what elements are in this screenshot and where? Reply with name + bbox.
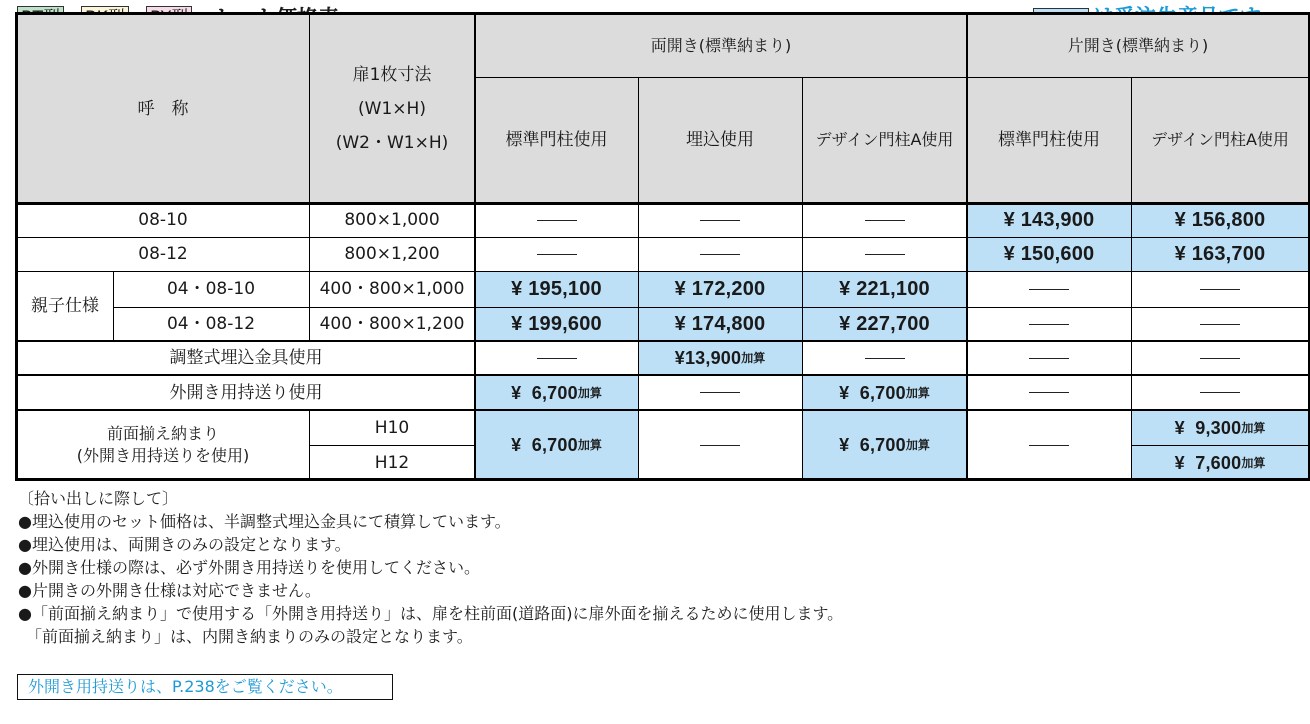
row-04-08-10-d2: ¥ 172,200 bbox=[638, 271, 802, 307]
row-04-08-10-name: 04・08-10 bbox=[166, 279, 256, 299]
dash-icon bbox=[537, 358, 577, 359]
row-front-flush-s2-h12 bbox=[1131, 445, 1309, 480]
divider bbox=[1131, 77, 1132, 480]
divider bbox=[474, 14, 476, 480]
row-front-flush-name bbox=[17, 410, 309, 480]
dash-icon bbox=[1029, 392, 1069, 393]
divider bbox=[17, 340, 1309, 342]
price-suffix: 加算 bbox=[1241, 420, 1266, 435]
dash-icon bbox=[1200, 289, 1240, 290]
row-adjustable-embed-s2 bbox=[1131, 341, 1309, 375]
header-single-design: デザイン門柱A使用 bbox=[1131, 77, 1309, 203]
row-08-10-name: 08-10 bbox=[138, 210, 188, 230]
row-outward-bracket-s1 bbox=[967, 375, 1131, 410]
price-suffix: 加算 bbox=[905, 385, 930, 400]
price-suffix: 加算 bbox=[741, 351, 766, 365]
divider bbox=[966, 14, 968, 480]
row-front-flush-d2 bbox=[638, 410, 802, 480]
dash-icon bbox=[1029, 324, 1069, 325]
row-08-10-s1: ¥ 143,900 bbox=[967, 203, 1131, 237]
header-group-double: 両開き(標準納まり) bbox=[475, 14, 967, 77]
row-front-flush-line2: (外開き用持送りを使用) bbox=[76, 446, 250, 465]
oyako-label: 親子仕様 bbox=[31, 296, 99, 316]
dash-icon bbox=[1200, 324, 1240, 325]
row-outward-bracket-d3 bbox=[802, 375, 967, 410]
reference-link[interactable]: 外開き用持送りは、P.238をご覧ください。 bbox=[17, 674, 393, 700]
price-value: ¥ 6,700 bbox=[839, 435, 906, 455]
row-front-flush-d3 bbox=[802, 410, 967, 480]
dash-icon bbox=[865, 220, 905, 221]
row-04-08-10-d1: ¥ 195,100 bbox=[475, 271, 638, 307]
divider bbox=[802, 77, 803, 480]
row-front-flush-d1 bbox=[475, 410, 638, 480]
dash-icon bbox=[865, 358, 905, 359]
row-04-08-12-d3: ¥ 227,700 bbox=[802, 307, 967, 341]
divider bbox=[638, 77, 639, 480]
row-08-10-d1 bbox=[475, 203, 638, 237]
dash-icon bbox=[1029, 289, 1069, 290]
dash-icon bbox=[700, 392, 740, 393]
price-suffix: 加算 bbox=[577, 385, 602, 400]
dash-icon bbox=[1200, 392, 1240, 393]
row-08-12-d2 bbox=[638, 237, 802, 271]
price-value: ¥13,900 bbox=[674, 348, 742, 368]
price-suffix: 加算 bbox=[1241, 455, 1266, 470]
table-border-bottom bbox=[15, 478, 1310, 481]
row-04-08-10-d3: ¥ 221,100 bbox=[802, 271, 967, 307]
row-adjustable-embed-name: 調整式埋込金具使用 bbox=[169, 348, 323, 368]
header-size-line3: (W2・W1×H) bbox=[335, 132, 449, 153]
notes-heading: 〔拾い出しに際して〕 bbox=[18, 489, 179, 508]
row-front-flush-h10: H10 bbox=[374, 417, 410, 438]
row-adjustable-embed-d1 bbox=[475, 341, 638, 375]
row-04-08-12-d1: ¥ 199,600 bbox=[475, 307, 638, 341]
divider bbox=[113, 307, 1309, 308]
price-suffix: 加算 bbox=[905, 438, 930, 452]
header-double-embedded: 埋込使用 bbox=[638, 77, 802, 203]
row-08-10-d3 bbox=[802, 203, 967, 237]
row-outward-bracket-d1 bbox=[475, 375, 638, 410]
header-size-line2: (W1×H) bbox=[358, 98, 426, 119]
row-08-12-d1 bbox=[475, 237, 638, 271]
header-single-standard: 標準門柱使用 bbox=[967, 77, 1131, 203]
row-adjustable-embed-d2 bbox=[638, 341, 802, 375]
header-double-standard: 標準門柱使用 bbox=[475, 77, 638, 203]
dash-icon bbox=[700, 220, 740, 221]
divider bbox=[475, 77, 1309, 78]
price-value: ¥ 9,300 bbox=[1174, 417, 1242, 438]
dash-icon bbox=[1029, 358, 1069, 359]
divider bbox=[17, 271, 1309, 272]
dash-icon bbox=[1029, 445, 1069, 446]
note-item: ●片開きの外開き仕様は対応できません。 bbox=[18, 581, 321, 600]
divider bbox=[309, 410, 310, 480]
price-suffix: 加算 bbox=[577, 438, 602, 452]
divider bbox=[309, 445, 475, 446]
table-border-top bbox=[15, 12, 1310, 15]
dash-icon bbox=[1200, 358, 1240, 359]
row-outward-bracket-d2 bbox=[638, 375, 802, 410]
row-front-flush-s1 bbox=[967, 410, 1131, 480]
dash-icon bbox=[537, 254, 577, 255]
price-value: ¥ 6,700 bbox=[511, 382, 578, 403]
dash-icon bbox=[537, 220, 577, 221]
divider bbox=[113, 271, 114, 341]
row-04-08-10-s1 bbox=[967, 271, 1131, 307]
header-group-single: 片開き(標準納まり) bbox=[967, 14, 1309, 77]
dash-icon bbox=[700, 445, 740, 446]
row-outward-bracket-s2 bbox=[1131, 375, 1309, 410]
row-04-08-12-size: 400・800×1,200 bbox=[319, 314, 465, 334]
row-08-12-s2: ¥ 163,700 bbox=[1131, 237, 1309, 271]
row-08-12-size: 800×1,200 bbox=[344, 244, 440, 264]
divider bbox=[1131, 445, 1309, 446]
row-adjustable-embed-d3 bbox=[802, 341, 967, 375]
header-size-line1: 扉1枚寸法 bbox=[352, 64, 432, 85]
divider bbox=[17, 374, 1309, 376]
row-outward-bracket-name: 外開き用持送り使用 bbox=[169, 382, 323, 403]
row-08-12-d3 bbox=[802, 237, 967, 271]
row-04-08-12-s1 bbox=[967, 307, 1131, 341]
divider bbox=[309, 271, 310, 341]
row-08-12-s1: ¥ 150,600 bbox=[967, 237, 1131, 271]
dash-icon bbox=[700, 254, 740, 255]
note-item: ●埋込使用のセット価格は、半調整式埋込金具にて積算しています。 bbox=[18, 512, 511, 531]
row-04-08-10-size: 400・800×1,000 bbox=[319, 279, 465, 299]
row-08-10-s2: ¥ 156,800 bbox=[1131, 203, 1309, 237]
row-04-08-12-d2: ¥ 174,800 bbox=[638, 307, 802, 341]
divider bbox=[17, 237, 1309, 238]
dash-icon bbox=[865, 254, 905, 255]
row-04-08-12-s2 bbox=[1131, 307, 1309, 341]
row-04-08-10-s2 bbox=[1131, 271, 1309, 307]
divider bbox=[309, 14, 310, 271]
header-size bbox=[309, 14, 475, 203]
price-value: ¥ 7,600 bbox=[1174, 452, 1242, 473]
note-item: ●「前面揃え納まり」で使用する「外開き用持送り」は、扉を柱前面(道路面)に扉外面を揃えるために使用します。 bbox=[18, 604, 844, 623]
row-front-flush-line1: 前面揃え納まり bbox=[106, 424, 219, 443]
note-item: ●外開き仕様の際は、必ず外開き用持送りを使用してください。 bbox=[18, 558, 480, 577]
row-08-10-size: 800×1,000 bbox=[344, 210, 440, 230]
row-08-12-name: 08-12 bbox=[138, 244, 188, 264]
row-04-08-12-name: 04・08-12 bbox=[166, 314, 256, 334]
price-value: ¥ 6,700 bbox=[511, 435, 578, 455]
row-08-10-d2 bbox=[638, 203, 802, 237]
divider bbox=[15, 202, 1310, 205]
price-value: ¥ 6,700 bbox=[839, 382, 906, 403]
table-border-left bbox=[15, 12, 18, 481]
note-item: 「前面揃え納まり」は、内開き納まりのみの設定となります。 bbox=[18, 627, 473, 646]
header-double-design: デザイン門柱A使用 bbox=[802, 77, 967, 203]
row-front-flush-s2-h10 bbox=[1131, 410, 1309, 445]
row-adjustable-embed-s1 bbox=[967, 341, 1131, 375]
divider bbox=[17, 409, 1309, 411]
note-item: ●埋込使用は、両開きのみの設定となります。 bbox=[18, 535, 351, 554]
header-name: 呼 称 bbox=[17, 14, 309, 203]
row-front-flush-h12: H12 bbox=[374, 452, 410, 473]
notes bbox=[18, 487, 843, 648]
